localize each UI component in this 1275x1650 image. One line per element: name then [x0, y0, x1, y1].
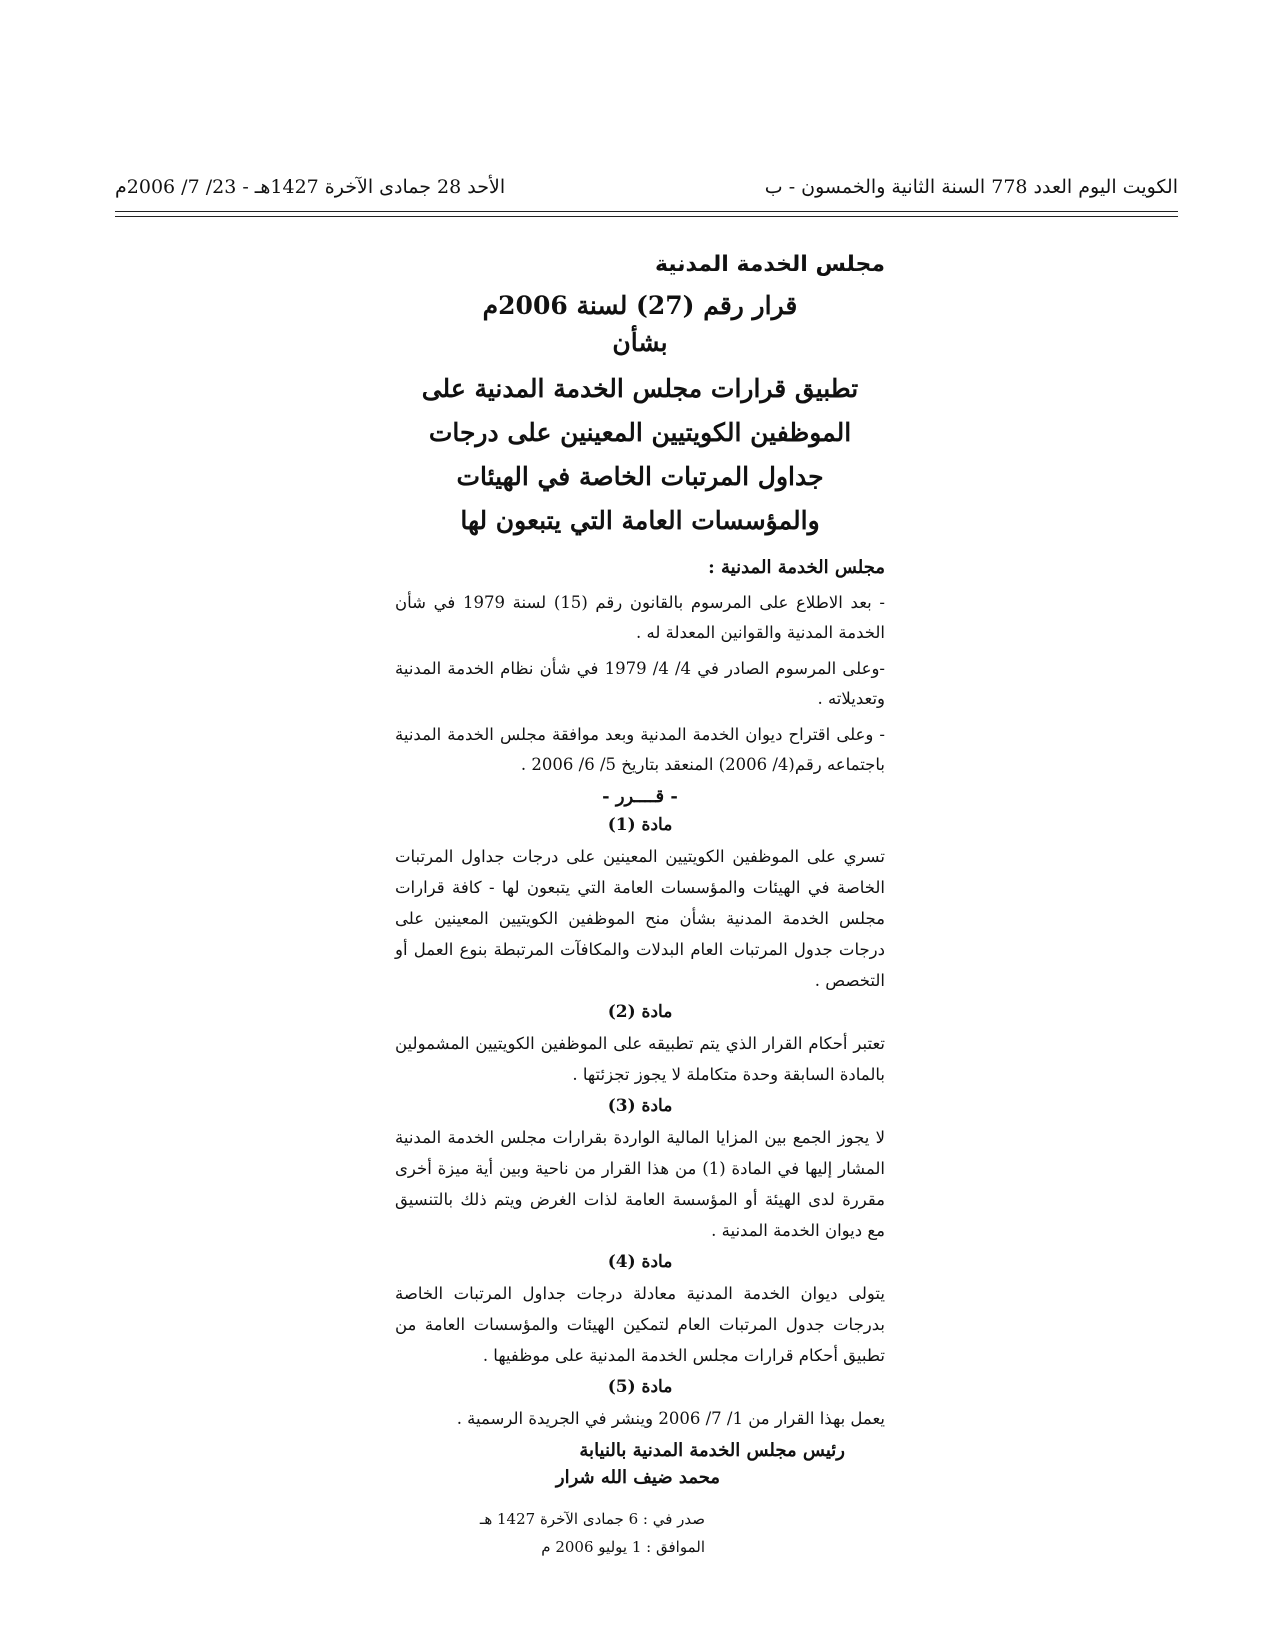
signatory-title: رئيس مجلس الخدمة المدنية بالنيابة [579, 1440, 845, 1461]
signatory-name: محمد ضيف الله شرار [555, 1467, 720, 1488]
article-text: يعمل بهذا القرار من 1/ 7/ 2006 وينشر في الجريدة الرسمية . [456, 1409, 885, 1428]
article-title: مادة (4) [607, 1252, 673, 1272]
document-body [395, 252, 885, 1556]
header-issue-info: الكويت اليوم العدد 778 السنة الثانية والخمسون - ب [764, 176, 1178, 198]
article-title: مادة (1) [607, 815, 673, 835]
issuing-council: مجلس الخدمة المدنية [654, 252, 885, 277]
article-text: تسري على الموظفين الكويتيين المعينين على درجات جداول المرتبات الخاصة في الهيئات والمؤسسات العامة التي يتبعون لها - كافة قرارات مجلس الخدمة المدنية بشأن منح الموظفين الكويتيين المعينين على درجات جدول المرتبات العام البدلات والمكافآت المرتبطة بنوع العمل أو التخصص . [395, 847, 885, 990]
decision-number: قرار رقم (27) لسنة 2006م [482, 291, 798, 320]
article-5 [395, 1377, 885, 1434]
header-date: الأحد 28 جمادى الآخرة 1427هـ - 23/ 7/ 2006م [115, 176, 506, 198]
council-intro: مجلس الخدمة المدنية : [708, 557, 885, 578]
decided-heading: - قــــرر - [602, 786, 678, 807]
signature-block [395, 1440, 885, 1556]
article-4 [395, 1252, 885, 1371]
article-2 [395, 1002, 885, 1090]
running-header [115, 170, 1178, 206]
article-text: تعتبر أحكام القرار الذي يتم تطبيقه على الموظفين الكويتيين المشمولين بالمادة السابقة وحدة متكاملة لا يجوز تجزئتها . [395, 1034, 885, 1084]
article-title: مادة (3) [607, 1096, 673, 1116]
preamble-clause: - بعد الاطلاع على المرسوم بالقانون رقم (15) لسنة 1979 في شأن الخدمة المدنية والقوانين المعدلة له . [395, 593, 886, 642]
preamble-clause: - وعلى اقتراح ديوان الخدمة المدنية وبعد موافقة مجلس الخدمة المدنية باجتماعه رقم(4/ 2006) المنعقد بتاريخ 5/ 6/ 2006 . [395, 725, 885, 774]
decision-subject: تطبيق قرارات مجلس الخدمة المدنية على الموظفين الكويتيين المعينين على درجات جداول المرتبات الخاصة في الهيئات والمؤسسات العامة التي يتبعون لها [421, 374, 859, 535]
header-rule [115, 211, 1178, 212]
preamble-clause: -وعلى المرسوم الصادر في 4/ 4/ 1979 في شأن نظام الخدمة المدنية وتعديلاته . [395, 659, 885, 708]
issue-date-hijri: صدر في : 6 جمادى الآخرة 1427 هـ [479, 1510, 705, 1528]
article-text: لا يجوز الجمع بين المزايا المالية الواردة بقرارات مجلس الخدمة المدنية المشار إليها في المادة (1) من هذا القرار من ناحية وبين أية ميزة أخرى مقررة لدى الهيئة أو المؤسسة العامة لذات الغرض ويتم ذلك بالتنسيق مع ديوان الخدمة المدنية . [395, 1128, 885, 1240]
issue-date-gregorian: الموافق : 1 يوليو 2006 م [541, 1538, 705, 1556]
article-1 [395, 815, 885, 996]
header-rule-thin [115, 216, 1178, 217]
article-text: يتولى ديوان الخدمة المدنية معادلة درجات جداول المرتبات الخاصة بدرجات جدول المرتبات العام لتمكين الهيئات والمؤسسات العامة من تطبيق أحكام قرارات مجلس الخدمة المدنية على موظفيها . [395, 1284, 885, 1365]
article-3 [395, 1096, 885, 1246]
article-title: مادة (5) [607, 1377, 673, 1397]
article-title: مادة (2) [607, 1002, 673, 1022]
preamble [395, 588, 885, 780]
regarding-label: بشأن [612, 328, 668, 357]
